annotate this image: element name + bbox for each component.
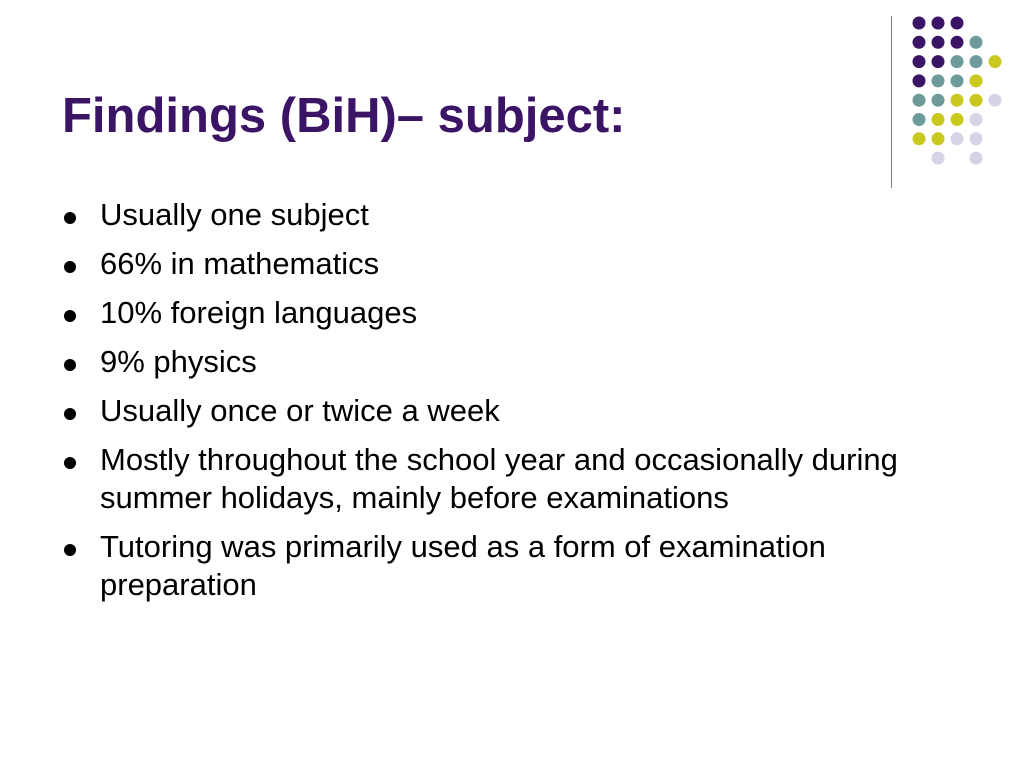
- bullet-point-icon: [64, 359, 76, 371]
- decorative-dot: [913, 113, 926, 126]
- bullet-item: [62, 343, 962, 381]
- decorative-dot: [951, 17, 964, 30]
- decorative-dot: [951, 113, 964, 126]
- decorative-dot: [932, 132, 945, 145]
- bullet-item: [62, 441, 962, 517]
- bullet-text: Usually once or twice a week: [100, 393, 500, 428]
- bullet-text: Usually one subject: [100, 197, 369, 232]
- decorative-dot: [932, 74, 945, 87]
- bullet-item: [62, 245, 962, 283]
- bullet-text: 9% physics: [100, 344, 257, 379]
- decorative-dot: [932, 17, 945, 30]
- decorative-dot: [970, 74, 983, 87]
- title-divider: [891, 16, 892, 188]
- decorative-dot-grid: [900, 10, 1010, 170]
- decorative-dot: [970, 113, 983, 126]
- decorative-dot: [932, 113, 945, 126]
- decorative-dot: [970, 36, 983, 49]
- decorative-dot: [951, 74, 964, 87]
- bullet-item: [62, 528, 962, 604]
- decorative-dot: [951, 36, 964, 49]
- decorative-dot: [989, 94, 1002, 107]
- bullet-item: [62, 392, 962, 430]
- decorative-dot: [970, 152, 983, 165]
- decorative-dot: [932, 152, 945, 165]
- bullet-point-icon: [64, 212, 76, 224]
- decorative-dot: [913, 132, 926, 145]
- decorative-dot: [951, 132, 964, 145]
- bullet-point-icon: [64, 544, 76, 556]
- decorative-dot: [951, 94, 964, 107]
- bullet-list: [62, 196, 962, 615]
- decorative-dot: [989, 55, 1002, 68]
- decorative-dot: [913, 17, 926, 30]
- bullet-point-icon: [64, 261, 76, 273]
- decorative-dot: [970, 94, 983, 107]
- bullet-text: Tutoring was primarily used as a form of examination preparation: [100, 529, 826, 602]
- decorative-dot: [913, 94, 926, 107]
- decorative-dot: [970, 55, 983, 68]
- decorative-dot: [932, 55, 945, 68]
- bullet-text: 66% in mathematics: [100, 246, 380, 281]
- bullet-item: [62, 196, 962, 234]
- decorative-dot: [913, 74, 926, 87]
- slide-title: Findings (BiH)– subject:: [62, 89, 626, 143]
- bullet-item: [62, 294, 962, 332]
- decorative-dot: [932, 36, 945, 49]
- decorative-dot: [970, 132, 983, 145]
- bullet-point-icon: [64, 408, 76, 420]
- bullet-text: Mostly throughout the school year and occasionally during summer holidays, mainly before examinations: [100, 442, 898, 515]
- bullet-point-icon: [64, 310, 76, 322]
- bullet-text: 10% foreign languages: [100, 295, 418, 330]
- decorative-dot: [951, 55, 964, 68]
- decorative-dot: [913, 55, 926, 68]
- decorative-dot: [932, 94, 945, 107]
- bullet-point-icon: [64, 457, 76, 469]
- decorative-dot: [913, 36, 926, 49]
